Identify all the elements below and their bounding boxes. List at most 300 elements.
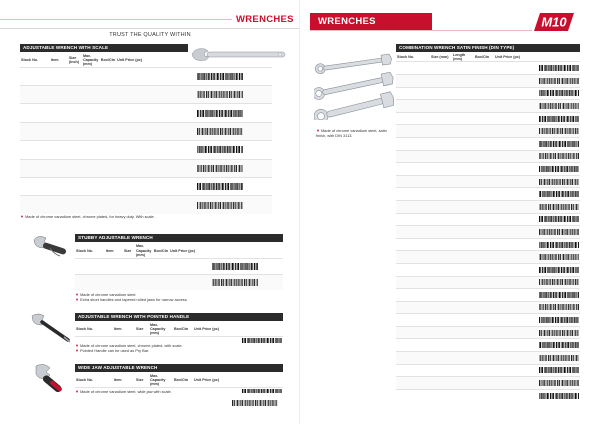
table-cell xyxy=(474,352,494,365)
col-barcode xyxy=(211,244,283,258)
table-cell xyxy=(82,159,100,177)
table-cell xyxy=(396,163,430,176)
table-row xyxy=(396,175,580,188)
table-cell xyxy=(430,339,452,352)
table-cell xyxy=(396,251,430,264)
table-cell xyxy=(452,263,474,276)
table-cell xyxy=(82,196,100,214)
table-cell xyxy=(494,175,580,188)
col-unit-price: Unit Price (pc) xyxy=(194,378,219,383)
table-row xyxy=(396,238,580,251)
col-size: Size xyxy=(136,327,144,332)
table-cell xyxy=(494,289,580,302)
table-cell xyxy=(396,389,430,402)
section-title-combination: COMBINATION WRENCH SATIN FINISH (DIN TYPE) xyxy=(396,44,580,52)
table-cell xyxy=(396,200,430,213)
red-triangle-bullet-icon: ▼ xyxy=(75,389,79,394)
col-unit-price: Unit Price (pc) xyxy=(495,55,520,60)
table-cell xyxy=(474,251,494,264)
col-stock-no: Stock No. xyxy=(76,378,94,383)
table-cell xyxy=(474,200,494,213)
table-row xyxy=(396,301,580,314)
table-cell xyxy=(430,276,452,289)
table-cell xyxy=(169,258,211,274)
barcode-cell xyxy=(196,177,272,195)
table-cell xyxy=(452,226,474,239)
table-cell xyxy=(494,226,580,239)
table-cell xyxy=(396,213,430,226)
table-cell xyxy=(396,276,430,289)
table-cell xyxy=(116,104,196,122)
table-cell xyxy=(116,159,196,177)
table-cell xyxy=(494,125,580,138)
col-item: Item xyxy=(50,58,59,63)
col-stock-no: Stock No. xyxy=(21,58,39,63)
table-cell xyxy=(105,258,123,274)
barcode-icon xyxy=(539,342,579,348)
col-box-ctn: Box/Ctn xyxy=(174,378,189,383)
barcode-icon xyxy=(539,355,579,361)
barcode-icon xyxy=(197,202,243,209)
table-cell xyxy=(474,339,494,352)
table-cell xyxy=(452,251,474,264)
table-cell xyxy=(474,301,494,314)
table-cell xyxy=(452,87,474,100)
table-cell xyxy=(452,326,474,339)
table-cell xyxy=(135,274,153,290)
table-cell xyxy=(396,364,430,377)
table-row xyxy=(396,213,580,226)
table-row xyxy=(396,125,580,138)
barcode-icon xyxy=(539,216,579,222)
combination-wrench-table xyxy=(396,53,580,402)
table-cell xyxy=(474,163,494,176)
table-cell xyxy=(396,75,430,88)
barcode-icon xyxy=(539,317,579,323)
table-row xyxy=(396,226,580,239)
col-box-ctn: Box/Ctn xyxy=(153,248,169,253)
table-cell xyxy=(494,276,580,289)
col-length: Length (mm) xyxy=(453,53,466,62)
logo-text: M10 xyxy=(541,14,567,30)
table-row xyxy=(396,200,580,213)
table-cell xyxy=(452,301,474,314)
table-cell xyxy=(430,87,452,100)
barcode-icon xyxy=(539,304,579,310)
barcode-icon xyxy=(539,191,579,197)
table-cell xyxy=(68,177,82,195)
table-row xyxy=(20,122,272,140)
table-cell xyxy=(474,364,494,377)
table-cell xyxy=(474,100,494,113)
combination-image-note xyxy=(316,128,398,138)
table-cell xyxy=(474,75,494,88)
barcode-icon xyxy=(197,73,243,80)
red-triangle-bullet-icon: ▼ xyxy=(75,348,79,353)
table-row xyxy=(396,188,580,201)
table-cell xyxy=(396,226,430,239)
table-cell xyxy=(474,238,494,251)
pointed-handle-wrench-image xyxy=(28,310,72,344)
page-title-bar xyxy=(310,13,432,30)
table-cell xyxy=(396,112,430,125)
col-size: Size (Inch) xyxy=(68,56,79,65)
barcode-icon xyxy=(212,279,258,286)
table-row xyxy=(396,339,580,352)
table-cell xyxy=(396,289,430,302)
table-cell xyxy=(494,301,580,314)
table-cell xyxy=(494,326,580,339)
table-cell xyxy=(100,196,116,214)
table-cell xyxy=(396,314,430,327)
table-cell xyxy=(50,141,68,159)
stubby-adjustable-wrench-table xyxy=(75,244,283,290)
table-cell xyxy=(474,276,494,289)
table-row xyxy=(396,326,580,339)
table-cell xyxy=(494,200,580,213)
table-cell xyxy=(75,258,105,274)
table-row xyxy=(396,389,580,402)
stubby-wrench-image xyxy=(30,232,72,262)
table-row xyxy=(75,258,283,274)
barcode-icon xyxy=(539,179,579,185)
table-row xyxy=(396,251,580,264)
table-cell xyxy=(494,364,580,377)
table-cell xyxy=(474,87,494,100)
table-cell xyxy=(474,314,494,327)
adjustable-with-scale-note xyxy=(20,214,280,219)
table-cell xyxy=(68,159,82,177)
table-cell xyxy=(100,67,116,85)
table-cell xyxy=(123,274,135,290)
table-row xyxy=(20,196,272,214)
table-cell xyxy=(494,188,580,201)
col-size: Size (mm) xyxy=(431,55,449,60)
right-header xyxy=(300,11,600,31)
table-cell xyxy=(430,112,452,125)
table-cell xyxy=(494,352,580,365)
table-cell xyxy=(100,141,116,159)
table-row xyxy=(396,377,580,390)
table-cell xyxy=(494,213,580,226)
table-cell xyxy=(474,112,494,125)
col-box-ctn: Box/Ctn xyxy=(100,58,116,63)
header-rule xyxy=(0,19,232,20)
table-cell xyxy=(452,352,474,365)
table-cell xyxy=(452,377,474,390)
table-cell xyxy=(430,163,452,176)
table-row xyxy=(396,87,580,100)
barcode-icon xyxy=(539,166,579,172)
table-cell xyxy=(116,141,196,159)
table-cell xyxy=(50,86,68,104)
table-cell xyxy=(153,274,169,290)
note-line: Pointed Handle can be used as Pry Bar. xyxy=(80,348,150,353)
pointed-handle-notes xyxy=(75,343,285,353)
table-cell xyxy=(452,112,474,125)
table-cell xyxy=(116,122,196,140)
table-row xyxy=(396,314,580,327)
table-cell xyxy=(396,100,430,113)
table-cell xyxy=(430,364,452,377)
table-cell xyxy=(116,196,196,214)
col-unit-price: Unit Price (pc) xyxy=(170,248,196,253)
table-cell xyxy=(116,86,196,104)
table-cell xyxy=(494,75,580,88)
table-row xyxy=(396,364,580,377)
col-stock-no: Stock No. xyxy=(76,248,94,253)
table-cell xyxy=(82,122,100,140)
col-max-capacity: Max. Capacity (mm) xyxy=(150,374,166,387)
table-row xyxy=(396,276,580,289)
table-row xyxy=(396,289,580,302)
col-item: Item xyxy=(114,378,122,383)
table-row xyxy=(396,100,580,113)
table-cell xyxy=(68,196,82,214)
table-cell xyxy=(50,177,68,195)
barcode-cell xyxy=(196,159,272,177)
table-cell xyxy=(100,86,116,104)
table-cell xyxy=(494,263,580,276)
table-cell xyxy=(50,196,68,214)
table-cell xyxy=(452,137,474,150)
page-title: WRENCHES xyxy=(318,16,376,27)
table-cell xyxy=(494,163,580,176)
table-cell xyxy=(452,276,474,289)
table-cell xyxy=(75,274,105,290)
table-cell xyxy=(396,301,430,314)
header-rule xyxy=(310,30,532,31)
table-cell xyxy=(452,314,474,327)
table-cell xyxy=(396,339,430,352)
table-cell xyxy=(430,137,452,150)
col-item: Item xyxy=(105,248,114,253)
table-cell xyxy=(20,67,50,85)
table-cell xyxy=(452,163,474,176)
table-row xyxy=(396,62,580,75)
table-cell xyxy=(396,352,430,365)
table-cell xyxy=(50,67,68,85)
barcode-cell xyxy=(211,274,283,290)
table-cell xyxy=(100,159,116,177)
barcode-icon xyxy=(197,128,243,135)
table-row xyxy=(396,352,580,365)
table-cell xyxy=(68,104,82,122)
table-row xyxy=(396,112,580,125)
table-cell xyxy=(20,122,50,140)
red-triangle-bullet-icon: ▼ xyxy=(75,292,79,297)
table-cell xyxy=(430,251,452,264)
barcode-icon xyxy=(197,91,243,98)
table-cell xyxy=(474,389,494,402)
table-cell xyxy=(50,122,68,140)
barcode-icon xyxy=(539,65,579,71)
barcode-cell xyxy=(196,104,272,122)
right-page xyxy=(300,0,600,424)
table-cell xyxy=(430,389,452,402)
table-cell xyxy=(494,150,580,163)
note-line: Made of chrome vanadium steel, chrome plated, with scale. xyxy=(80,343,183,348)
table-row xyxy=(20,67,272,85)
col-item: Item xyxy=(114,327,122,332)
barcode-icon xyxy=(539,204,579,210)
table-cell xyxy=(430,213,452,226)
barcode-icon xyxy=(539,254,579,260)
table-row xyxy=(20,159,272,177)
red-triangle-bullet-icon: ▼ xyxy=(75,343,79,348)
col-max-capacity: Max. Capacity (mm) xyxy=(135,244,152,257)
barcode-icon xyxy=(539,380,579,386)
barcode-icon xyxy=(539,367,579,373)
table-cell xyxy=(430,238,452,251)
adjustable-wrench-with-scale-table xyxy=(20,54,272,214)
table-cell xyxy=(494,112,580,125)
table-cell xyxy=(430,301,452,314)
col-box-ctn: Box/Ctn xyxy=(174,327,189,332)
left-header xyxy=(0,11,300,38)
table-cell xyxy=(494,389,580,402)
col-max-capacity: Max. Capacity (mm) xyxy=(150,323,166,336)
table-cell xyxy=(82,141,100,159)
stubby-notes xyxy=(75,292,285,302)
section-title-wide-jaw: WIDE JAW ADJUSTABLE WRENCH xyxy=(75,364,283,372)
wide-jaw-wrench-image xyxy=(30,362,72,396)
table-cell xyxy=(494,339,580,352)
table-cell xyxy=(82,177,100,195)
barcode-icon xyxy=(212,263,258,270)
barcode-icon xyxy=(539,393,579,399)
table-cell xyxy=(494,87,580,100)
table-cell xyxy=(452,389,474,402)
barcode-icon xyxy=(539,141,579,147)
table-cell xyxy=(20,196,50,214)
red-triangle-bullet-icon: ▼ xyxy=(316,128,320,133)
wide-jaw-barcode xyxy=(232,394,282,404)
table-cell xyxy=(430,263,452,276)
barcode-cell xyxy=(196,141,272,159)
table-cell xyxy=(452,75,474,88)
table-cell xyxy=(20,177,50,195)
table-cell xyxy=(396,188,430,201)
barcode-icon xyxy=(197,183,243,190)
table-cell xyxy=(396,87,430,100)
table-cell xyxy=(50,104,68,122)
table-cell xyxy=(452,150,474,163)
table-cell xyxy=(396,377,430,390)
barcode-icon xyxy=(539,229,579,235)
barcode-icon xyxy=(539,116,579,122)
table-cell xyxy=(474,377,494,390)
table-cell xyxy=(20,104,50,122)
barcode-cell xyxy=(211,258,283,274)
table-row xyxy=(396,150,580,163)
table-cell xyxy=(100,104,116,122)
note-text: Made of chrome vanadium steel, wide jaw with scale. xyxy=(80,389,172,394)
table-cell xyxy=(430,175,452,188)
table-cell xyxy=(135,258,153,274)
table-cell xyxy=(20,86,50,104)
table-cell xyxy=(452,100,474,113)
table-cell xyxy=(68,67,82,85)
table-cell xyxy=(494,314,580,327)
table-cell xyxy=(430,188,452,201)
table-cell xyxy=(396,62,430,75)
table-cell xyxy=(452,125,474,138)
table-cell xyxy=(452,188,474,201)
barcode-icon xyxy=(232,400,278,406)
table-cell xyxy=(82,67,100,85)
barcode-icon xyxy=(539,90,579,96)
table-cell xyxy=(430,289,452,302)
table-cell xyxy=(116,67,196,85)
table-cell xyxy=(494,137,580,150)
table-row xyxy=(396,163,580,176)
barcode-icon xyxy=(539,242,579,248)
table-cell xyxy=(68,141,82,159)
table-cell xyxy=(474,226,494,239)
table-cell xyxy=(430,125,452,138)
table-cell xyxy=(452,364,474,377)
table-cell xyxy=(474,62,494,75)
table-row xyxy=(396,75,580,88)
table-cell xyxy=(474,263,494,276)
note-text: Made of chrome vanadium steel, chrome plated, for heavy duty. With scale. xyxy=(25,214,155,219)
table-cell xyxy=(430,314,452,327)
table-cell xyxy=(430,75,452,88)
table-cell xyxy=(452,213,474,226)
table-cell xyxy=(396,125,430,138)
table-cell xyxy=(474,150,494,163)
table-cell xyxy=(430,150,452,163)
tagline: TRUST THE QUALITY WITHIN xyxy=(109,32,191,38)
table-cell xyxy=(396,238,430,251)
barcode-icon xyxy=(539,330,579,336)
table-cell xyxy=(100,177,116,195)
table-row xyxy=(20,177,272,195)
table-row xyxy=(20,104,272,122)
table-cell xyxy=(396,326,430,339)
barcode-cell xyxy=(196,67,272,85)
table-cell xyxy=(474,125,494,138)
page-title: WRENCHES xyxy=(236,14,294,25)
note-line: Extra short handles and tapered rolled jaws for narrow access. xyxy=(80,297,188,302)
red-triangle-bullet-icon: ▼ xyxy=(20,214,24,219)
section-title-stubby: STUBBY ADJUSTABLE WRENCH xyxy=(75,234,283,242)
table-cell xyxy=(123,258,135,274)
table-cell xyxy=(20,141,50,159)
barcode-cell xyxy=(196,122,272,140)
table-cell xyxy=(494,62,580,75)
barcode-icon xyxy=(539,292,579,298)
table-cell xyxy=(430,377,452,390)
barcode-cell xyxy=(196,86,272,104)
col-max-capacity: Max. Capacity (mm) xyxy=(82,54,99,67)
barcode-icon xyxy=(539,128,579,134)
section-title-adjustable-with-scale: ADJUSTABLE WRENCH WITH SCALE xyxy=(20,44,188,52)
table-cell xyxy=(68,86,82,104)
table-row xyxy=(20,141,272,159)
red-triangle-bullet-icon: ▼ xyxy=(75,297,79,302)
table-cell xyxy=(452,62,474,75)
table-cell xyxy=(116,177,196,195)
table-cell xyxy=(82,86,100,104)
barcode-icon xyxy=(197,146,243,153)
barcode-icon xyxy=(539,267,579,273)
barcode-icon xyxy=(197,165,243,172)
col-unit-price: Unit Price (pc) xyxy=(117,58,143,63)
col-size: Size xyxy=(123,248,132,253)
table-row xyxy=(75,274,283,290)
